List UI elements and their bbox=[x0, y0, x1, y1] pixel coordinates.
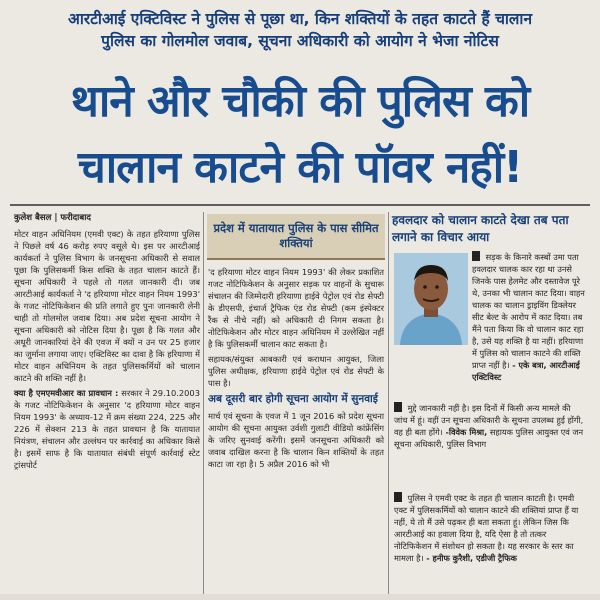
person-portrait-icon bbox=[394, 253, 468, 345]
subheadline-line-2: पुलिस का गोलमोल जवाब, सूचना अधिकारी को आयोग ने भेजा नोटिस bbox=[101, 32, 499, 50]
byline: कुलेश बैसल | फरीदाबाद bbox=[14, 213, 91, 223]
middle-section-heading: अब दूसरी बार होगी सूचना आयोग में सुनवाई bbox=[208, 393, 378, 405]
middle-section-text: मार्च एवं सूचना के एवज में 1 जून 2016 को प्रदेश सूचना आयोग की सूचना आयुक्त उर्वशी गुलाटी वीडियो कांफ्रेंसिंग के जरिए सुनवाई करेंगी। इसमें जनसूचना अधिकारी को जवाब दाखिल करना है कि चालान किन शक्तियों के तहत काटा जा रहा है। 5 अप्रैल 2016 को भी bbox=[208, 411, 384, 469]
headline-divider bbox=[10, 204, 590, 206]
quote-2 bbox=[394, 492, 586, 564]
quote-1-text: मुद्दे जानकारी नहीं है। इस दिनों में किसी अन्य मामले की जांच में हूं। वहीं उन सूचना अधिकारी के सूचना उपलब्ध हुई होंगी, वह ही बता होंगे। bbox=[394, 403, 584, 437]
right-column bbox=[392, 212, 588, 252]
column-divider-2 bbox=[388, 212, 389, 596]
middle-column bbox=[208, 266, 384, 473]
left-paragraph: मोटर वाहन अधिनियम (एमवी एक्ट) के तहत हरियाणा पुलिस ने पिछले वर्ष 46 करोड़ रुपए वसूले थे। इस पर आरटीआई कार्यकर्ता ने पुलिस विभाग के जनसूचना अधिकारी से सवाल पूछा कि पुलिसकर्मी किस शक्ति के तहत चालान काटते हैं। सूचना अधिकारी ने पहले तो गलत जानकारी दी। जब आरटीआई कार्यकर्ता ने 'द हरियाणा मोटर वाहन नियम 1993' के गजट नोटिफिकेशन की प्रति लगाते हुए पुनः जानकारी लेनी चाही तो गोलमोल जवाब दिया। अब प्रदेश सूचना आयोग ने सूचना अधिकारी को नोटिस दिया है। पूछा है कि गलत और अधूरी जानकारियां देने की एवज में क्यों न उन पर 25 हजार का जुर्माना लगाया जाए। एक्टिविस्ट का दावा है कि हरियाणा में मोटर वाहन अधिनियम के तहत पुलिसकर्मियों को चालान काटने की शक्ति नहीं है। bbox=[14, 229, 200, 383]
photo-caption bbox=[472, 251, 586, 383]
quote-2-attribution: - हनीफ कुरैशी, एडीजी ट्रैफिक bbox=[426, 553, 517, 563]
clipping-edge bbox=[0, 594, 600, 600]
middle-paragraph-1: 'द हरियाणा मोटर वाहन नियम 1993' की लेकर प्रकाशित गजट नोटिफिकेशन के अनुसार सड़क पर वाहनों के सुचारू संचालन की जिम्मेदारी हरियाणा हाईवे पेट्रोल एवं रोड सेफ्टी के डीएसपी, इंचार्ज ट्रैफिक एंड रोड सेफ्टी (कम इंस्पेक्टर रैंक से नीचे नहीं) को अधिकारी दी निगम सकता है। नोटिफिकेशन और मोटर वाहन अधिनियम में उल्लेखित नहीं है कि पुलिसकर्मी चालान काट सकता है। bbox=[208, 267, 384, 349]
activist-photo bbox=[394, 253, 468, 345]
middle-paragraph-2: सहायक/संयुक्त आबकारी एवं कराधान आयुक्त, जिला पुलिस अधीक्षक, हरियाणा हाईवे पेट्रोल एवं रोड सेफ्टी के पास है। bbox=[208, 354, 384, 388]
subheadline bbox=[14, 8, 586, 52]
quote-bullet-icon bbox=[472, 251, 480, 261]
quote-1 bbox=[394, 402, 586, 450]
quote-2-text: पुलिस ने एमवी एक्ट के तहत ही चालान काटती है। एमवी एक्ट में पुलिसकर्मियों को चालान काटने की शक्तियां प्राप्त हैं या नहीं, ये तो मैं उसे पढ़कर ही बता सकता हूं। लेकिन जिस कि आरटीआई का हवाला दिया है, यदि ऐसा है तो तत्कर नोटिफिकेशन में संशोधन हो सकता है। यह सरकार के स्तर का मामला है। bbox=[394, 493, 579, 563]
photo-attribution: - एके बत्रा, आरटीआई एक्टिविस्ट bbox=[472, 360, 580, 382]
quote-1-attribution: -विवेक मिश्रा, bbox=[445, 427, 488, 437]
left-column bbox=[14, 212, 200, 474]
left-section-lead: क्या है एमएमवीआर का प्रावधान : bbox=[14, 388, 119, 398]
middle-box-heading: प्रदेश में यातायात पुलिस के पास सीमित शक्तियां bbox=[207, 214, 385, 260]
headline-line-2: चालान काटने की पॉवर नहीं! bbox=[77, 142, 523, 193]
quote-bullet-icon bbox=[394, 402, 402, 412]
column-divider-1 bbox=[203, 212, 204, 596]
quote-1-role: सहायक पुलिस आयुक्त एवं जन सूचना अधिकारी, पुलिस विभाग bbox=[394, 427, 584, 449]
left-section bbox=[14, 387, 200, 471]
quote-bullet-icon bbox=[394, 492, 402, 502]
left-section-text: सरकार ने 29.10.2003 के गजट नोटिफिकेशन के अनुसार 'द हरियाणा मोटर वाहन नियम 1993' के अध्याय-12 में क्रम संख्या 224, 225 और 226 में सेक्शन 213 के तहत प्रावधान है कि यातायात नियंत्रण, संचालन और उल्लंघन पर कार्रवाई का अधिकार किसे है। इसमें साफ है कि यातायात संबंधी संपूर्ण कार्रवाई स्टेट ट्रांसपोर्ट bbox=[14, 388, 200, 470]
subheadline-line-1: आरटीआई एक्टिविस्ट ने पुलिस से पूछा था, किन शक्तियों के तहत काटते हैं चालान bbox=[67, 10, 533, 28]
headline-line-1: थाने और चौकी की पुलिस को bbox=[70, 76, 530, 127]
right-heading: हवलदार को चालान काटते देखा तब पता लगाने का विचार आया bbox=[392, 213, 569, 244]
photo-caption-text: सड़क के किनारे कस्बों उमा पता हवलदार चालक कार रहा था उनसे जिनके पास हेलमेट और दस्तावेज पूरे थे, उनका भी चालान काट दिया। वाहन चालक का चालान ड्राइविंग डिक्लेयर सीट बेल्ट के आरोप में काट दिया। तब मैंने पता किया कि वो चालान काट रहा है, उसे यह शक्ति है या नहीं। हरियाणा में पुलिस को चालान काटने की शक्ति प्राप्त नहीं है। bbox=[472, 252, 585, 370]
